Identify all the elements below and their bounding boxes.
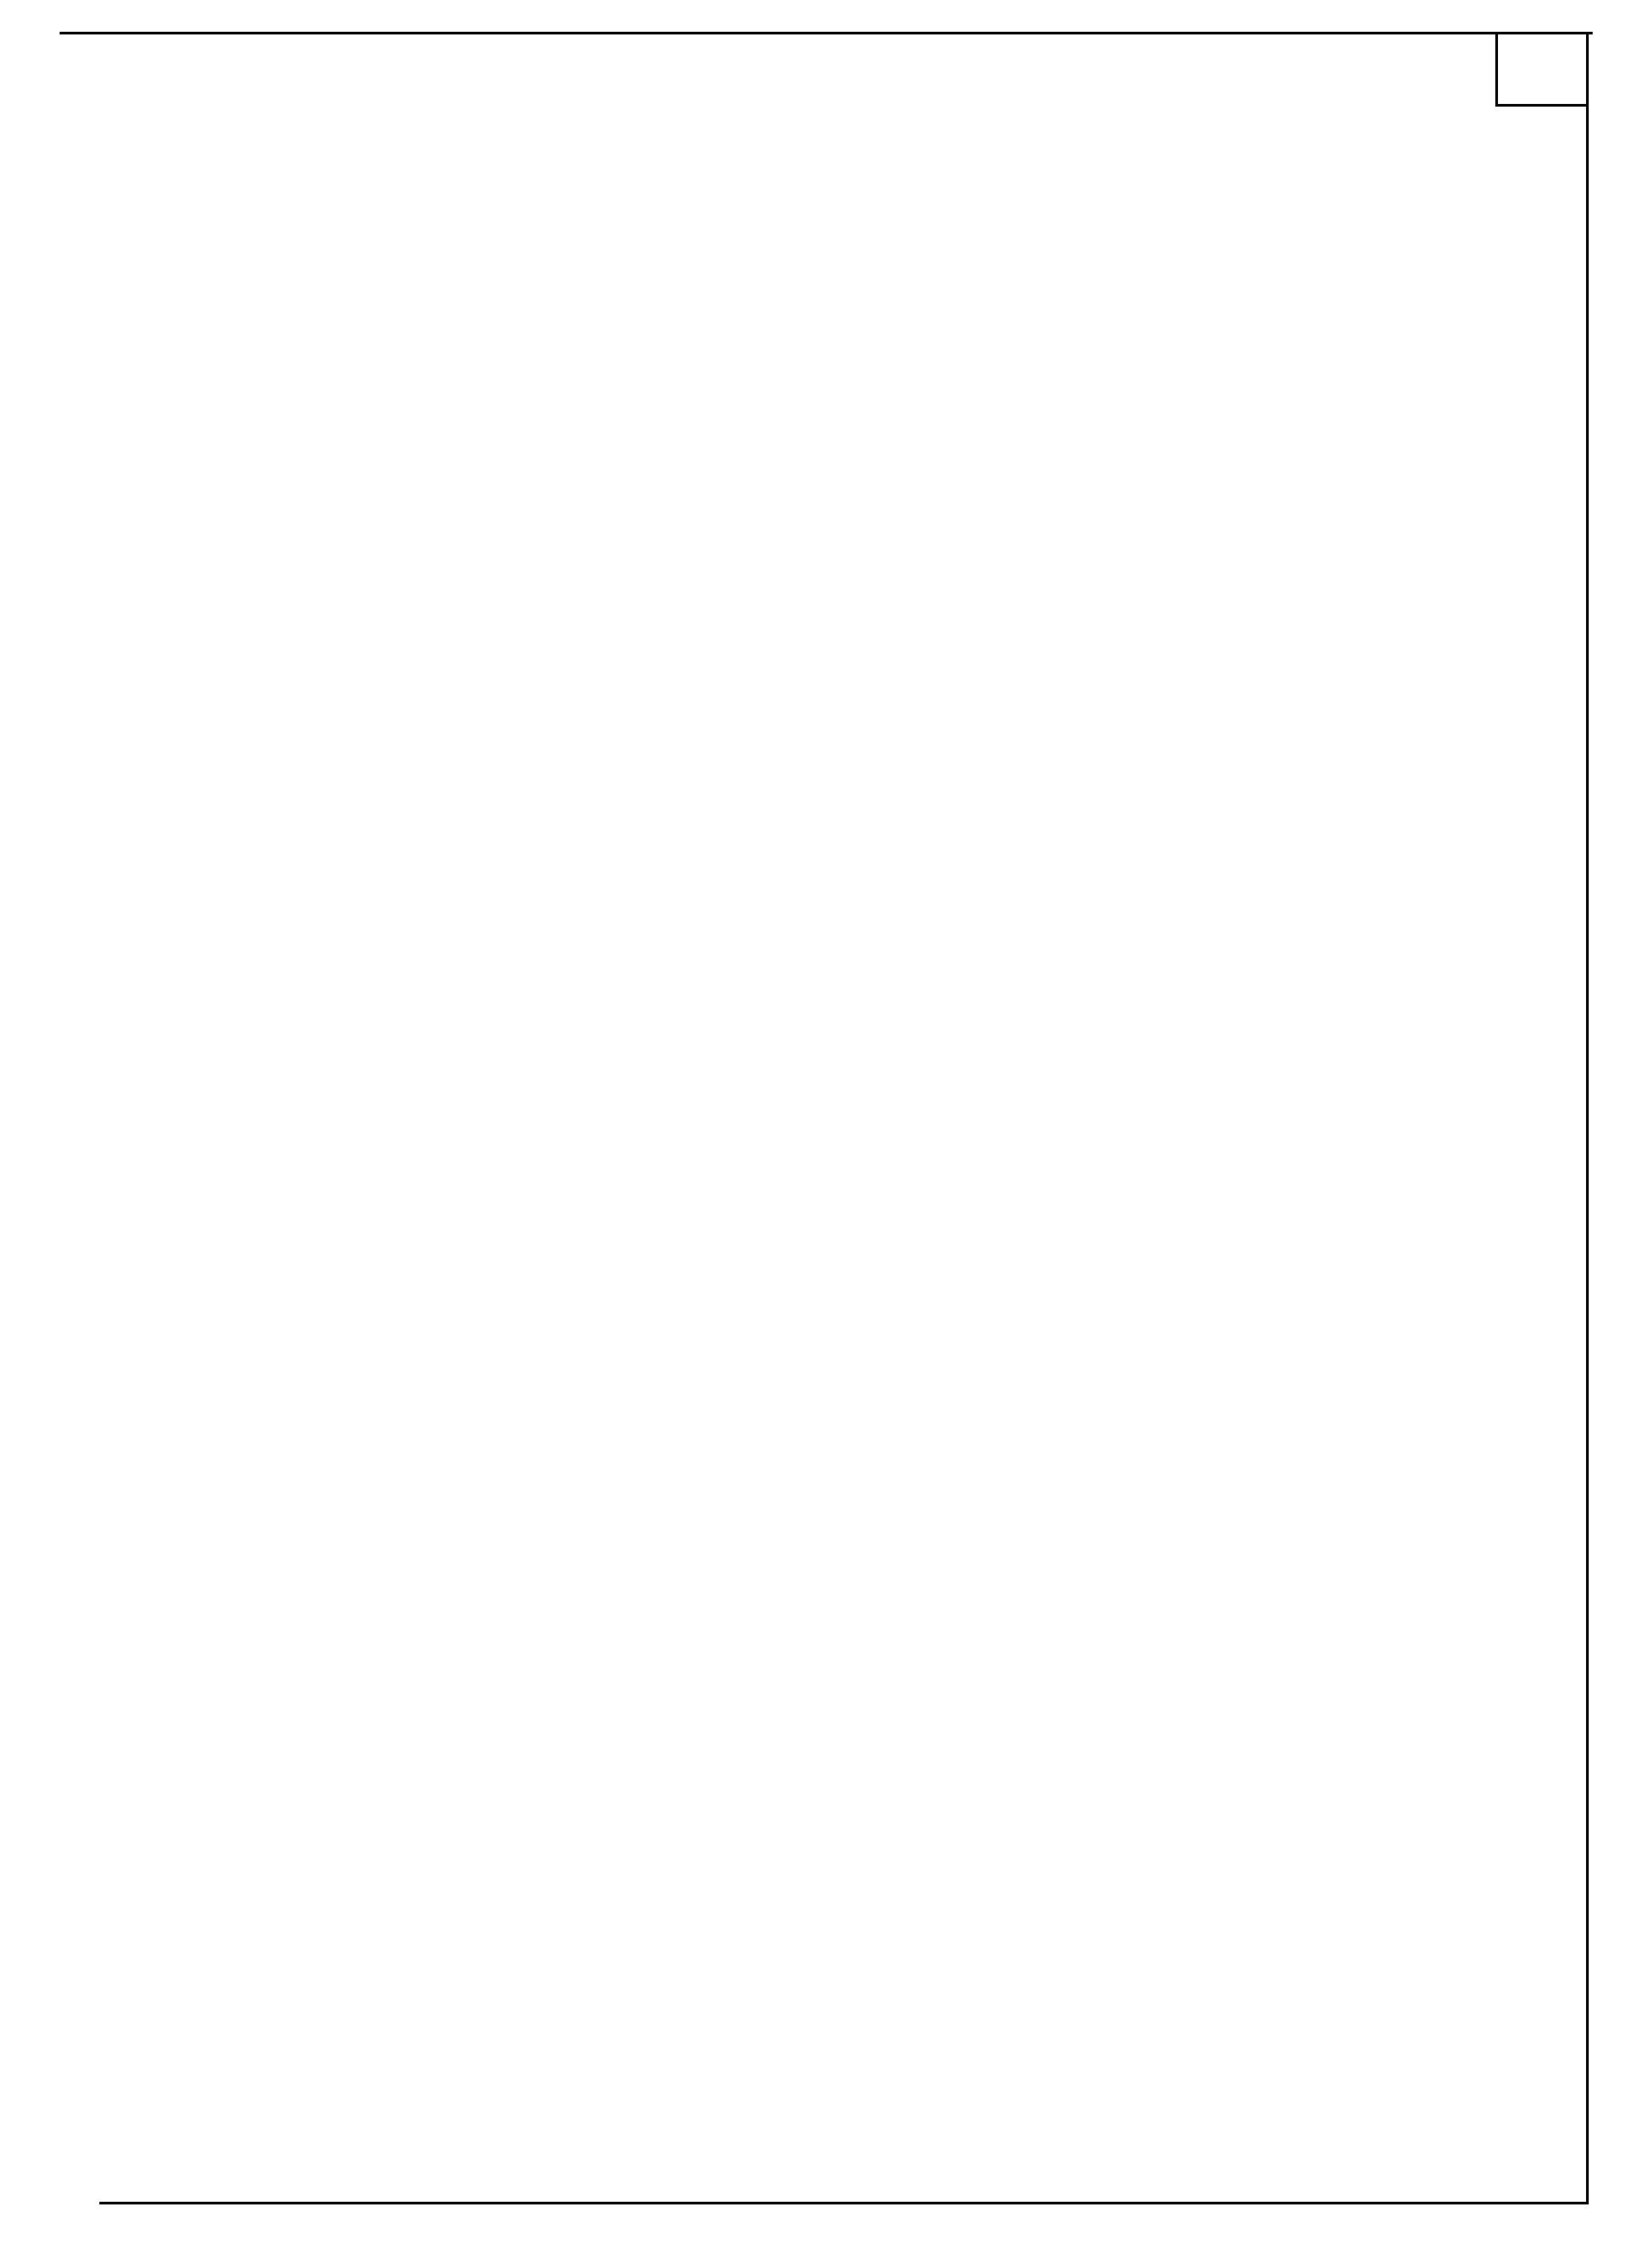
right-frame-line bbox=[1586, 32, 1589, 2204]
document-designation bbox=[596, 2000, 1483, 2073]
bottom-frame-line bbox=[99, 2202, 1589, 2204]
page-number bbox=[1498, 40, 1586, 103]
top-rule bbox=[60, 32, 1593, 34]
row-number-header bbox=[201, 132, 240, 291]
project-label bbox=[89, 765, 136, 1427]
page-number-box-bottom bbox=[1495, 104, 1589, 107]
album-label bbox=[86, 281, 132, 480]
